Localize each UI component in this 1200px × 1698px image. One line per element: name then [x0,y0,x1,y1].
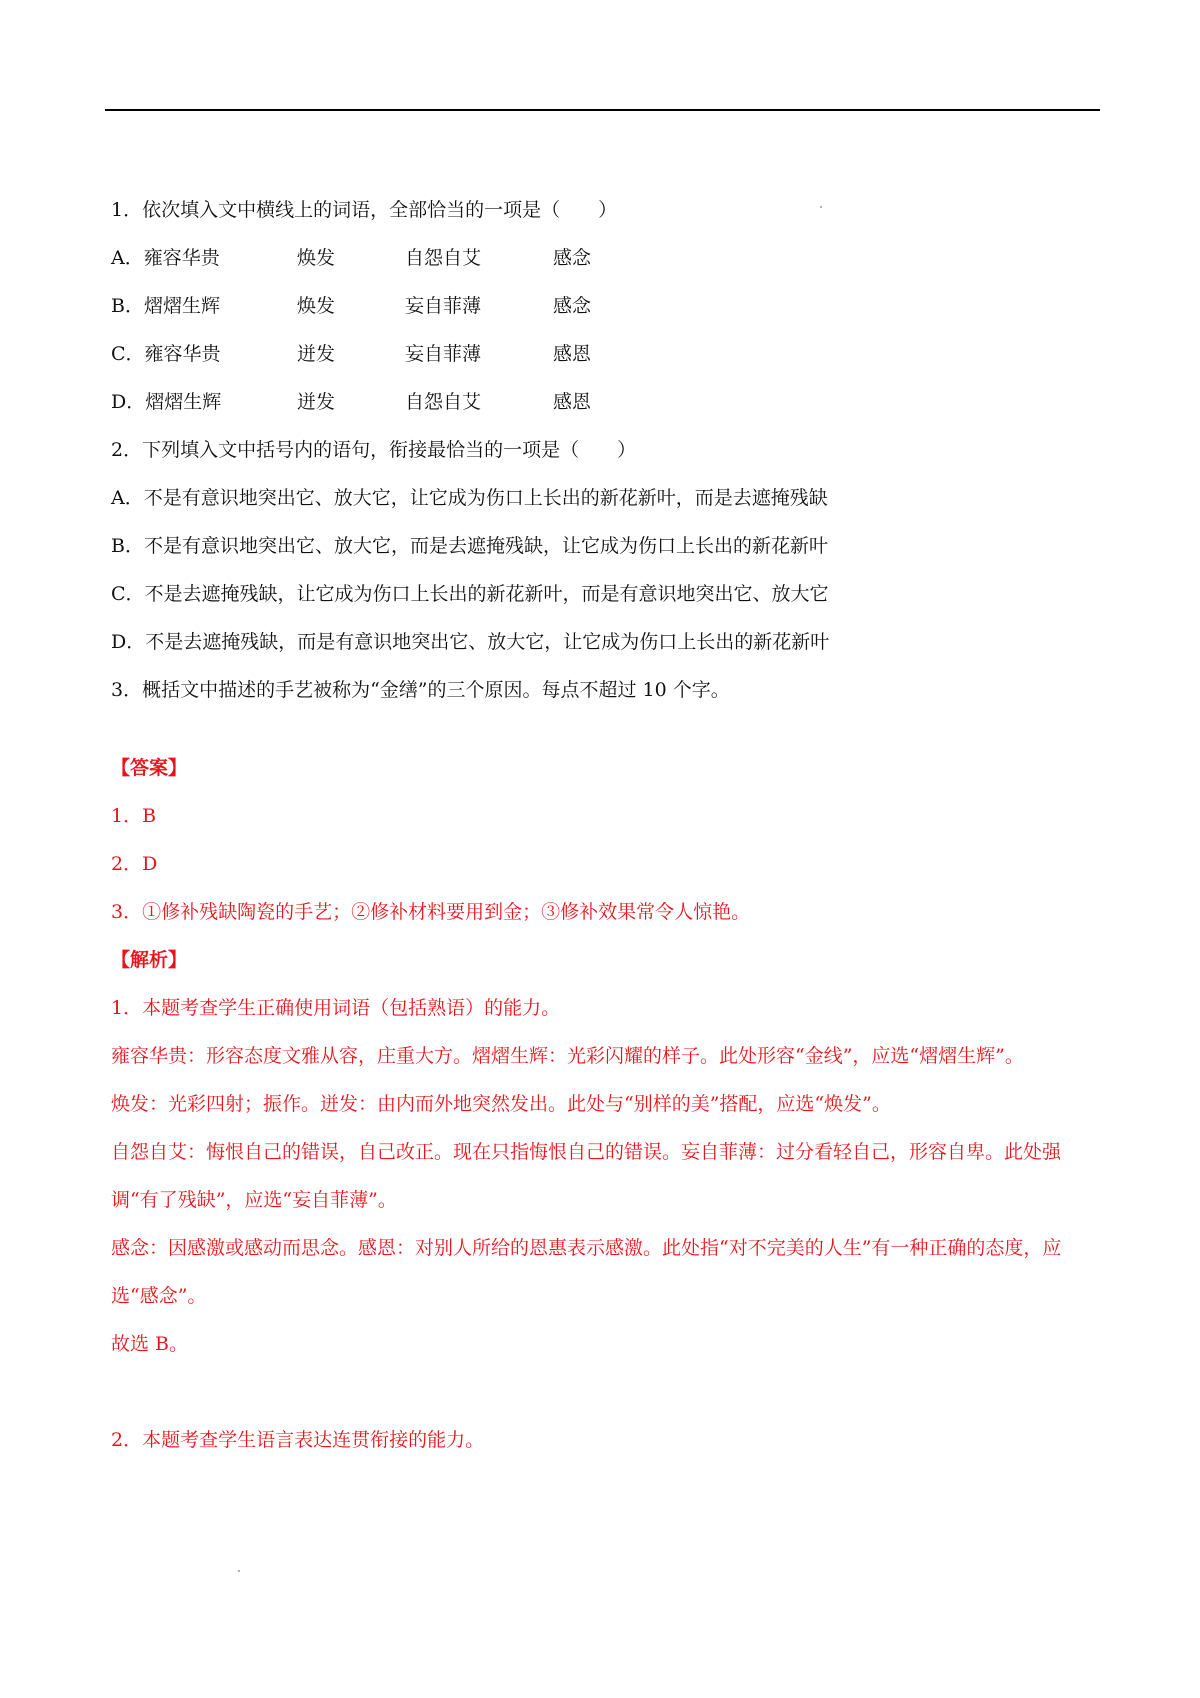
answer-item-2: 2．D [111,853,158,875]
answer-item-3: 3．①修补残缺陶瓷的手艺；②修补材料要用到金；③修补效果常令人惊艳。 [111,901,751,923]
analysis-paragraph: 自怨自艾：悔恨自己的错误，自己改正。现在只指悔恨自己的错误。妄自菲薄：过分看轻自己，形容自卑。此处强调“有了残缺”，应选“妄自菲薄”。 [111,1141,1062,1211]
analysis-paragraph: 焕发：光彩四射；振作。迸发：由内而外地突然发出。此处与“别样的美”搭配，应选“焕发”。 [111,1093,891,1115]
analysis-paragraph: 雍容华贵：形容态度文雅从容，庄重大方。熠熠生辉：光彩闪耀的样子。此处形容“金线”，应选“熠熠生辉”。 [111,1045,1024,1067]
question-1-option-c [111,342,1101,366]
analysis-paragraph: 1．本题考查学生正确使用词语（包括熟语）的能力。 [111,997,561,1019]
question-1-option-a [111,246,1101,270]
option-word-2: 迸发 [297,391,336,413]
answer-heading: 【答案】 [111,757,188,779]
option-word-1: B．熠熠生辉 [111,295,220,317]
option-word-1: A．雍容华贵 [111,247,220,269]
question-1-stem: 1．依次填入文中横线上的词语，全部恰当的一项是（ ） [111,199,618,221]
question-1-option-b [111,294,1101,318]
option-word-3: 自怨自艾 [405,247,482,269]
option-word-4: 感念 [553,247,592,269]
analysis-paragraph: 故选 B。 [111,1333,189,1355]
spacer [111,726,1101,756]
question-2-stem: 2．下列填入文中括号内的语句，衔接最恰当的一项是（ ） [111,439,637,461]
analysis-paragraph: 感念：因感激或感动而思念。感恩：对别人所给的恩惠表示感激。此处指“对不完美的人生”有一种正确的态度，应选“感念”。 [111,1237,1062,1307]
option-word-1: C．雍容华贵 [111,343,221,365]
analysis-paragraph: 2．本题考查学生语言表达连贯衔接的能力。 [111,1429,485,1451]
answer-item-1: 1．B [111,805,157,827]
option-word-4: 感念 [553,295,592,317]
scan-speck [238,1570,240,1572]
question-2-option-c: C．不是去遮掩残缺，让它成为伤口上长出的新花新叶，而是有意识地突出它、放大它 [111,583,829,605]
option-word-3: 妄自菲薄 [405,343,482,365]
analysis-heading: 【解析】 [111,949,188,971]
document-body [111,198,1101,1476]
question-2-option-d: D．不是去遮掩残缺，而是有意识地突出它、放大它，让它成为伤口上长出的新花新叶 [111,631,830,653]
question-2-option-a: A．不是有意识地突出它、放大它，让它成为伤口上长出的新花新叶，而是去遮掩残缺 [111,487,828,509]
option-word-2: 焕发 [297,295,336,317]
question-1-option-d [111,390,1101,414]
option-word-1: D．熠熠生辉 [111,391,222,413]
option-word-4: 感恩 [553,391,592,413]
header-rule [105,109,1100,111]
option-word-2: 迸发 [297,343,336,365]
option-word-3: 自怨自艾 [405,391,482,413]
option-word-4: 感恩 [553,343,592,365]
option-word-2: 焕发 [297,247,336,269]
question-2-option-b: B．不是有意识地突出它、放大它，而是去遮掩残缺，让它成为伤口上长出的新花新叶 [111,535,828,557]
question-3-stem: 3．概括文中描述的手艺被称为“金缮”的三个原因。每点不超过 10 个字。 [111,679,730,701]
option-word-3: 妄自菲薄 [405,295,482,317]
spacer [111,1380,1101,1428]
